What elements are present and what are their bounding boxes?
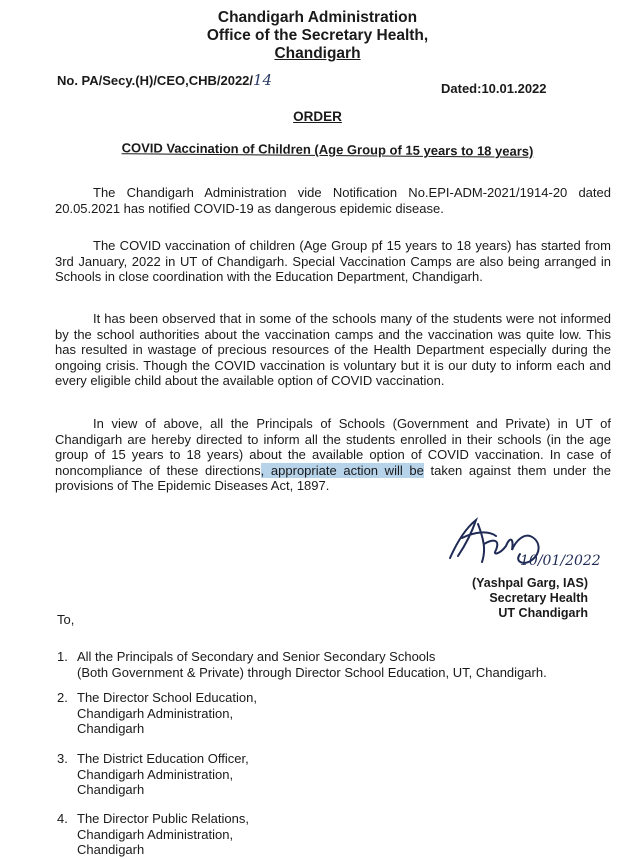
recipient-line: Chandigarh <box>77 721 145 736</box>
recipient-3 <box>57 751 249 798</box>
recipient-line: All the Principals of Secondary and Senior Secondary Schools <box>77 649 436 664</box>
handwritten-date: 10/01/2022 <box>520 553 601 569</box>
paragraph-1-text: The Chandigarh Administration vide Notification No.EPI-ADM-2021/1914-20 dated 20.05.2021 has notified COVID-19 as dangerous epidemic disease. <box>55 185 611 216</box>
reference-number <box>57 71 272 89</box>
paragraph-2 <box>55 238 611 285</box>
paragraph-4-text-b: taken against them under the provisions of The Epidemic Diseases Act, 1897. <box>55 462 612 493</box>
signatory-name: (Yashpal Garg, IAS) <box>471 576 588 590</box>
letterhead-line-3: Chandigarh <box>274 45 361 62</box>
handwritten-number: 14 <box>253 71 273 89</box>
subject-line: COVID Vaccination of Children (Age Group of 15 years to 18 years) <box>121 140 534 159</box>
recipient-1 <box>57 649 547 680</box>
paragraph-4-text-a: In view of above, all the Principals of Schools (Government and Private) in UT of Chandigarh are hereby directed to inform all the students enrolled in their schools (in the age group of 15 years to 18 years) about the available option of COVID vaccination. In case of noncompliance of these directions <box>55 416 611 478</box>
paragraph-4 <box>55 416 611 494</box>
order-title: ORDER <box>293 109 342 124</box>
letterhead-line-1: Chandigarh Administration <box>217 9 418 26</box>
paragraph-3-text: It has been observed that in some of the schools many of the students were not informed by the school authorities about the vaccination camps and the vaccination was quite low. This has resulted in wastage of precious resources of the Health Department especially during the ongoing crisis. Though the COVID vaccination is voluntary but it is our duty to inform each and every eligible child about the available option of COVID vaccination. <box>55 311 611 388</box>
recipient-number: 3. <box>57 751 68 766</box>
signatory-designation: Secretary Health <box>489 591 588 605</box>
recipient-line: Chandigarh Administration, <box>77 826 234 842</box>
paragraph-1 <box>55 185 611 216</box>
date-line: Dated:10.01.2022 <box>441 81 547 96</box>
recipient-number: 2. <box>57 690 68 705</box>
recipient-line: Chandigarh Administration, <box>77 705 234 721</box>
recipient-line: Chandigarh <box>77 842 145 857</box>
recipient-2 <box>57 690 257 737</box>
recipient-line: Chandigarh <box>77 782 145 797</box>
recipient-line: Chandigarh Administration, <box>77 766 234 782</box>
letterhead-line-2: Office of the Secretary Health, <box>206 27 429 44</box>
recipient-number: 1. <box>57 649 68 664</box>
recipient-number: 4. <box>57 811 68 826</box>
to-label: To, <box>57 612 75 627</box>
signatory-place: UT Chandigarh <box>498 606 588 620</box>
text-selection-highlight: , appropriate action will be <box>260 462 424 478</box>
paragraph-3 <box>55 311 611 389</box>
recipient-line: The Director Public Relations, <box>77 811 249 826</box>
reference-number-text: No. PA/Secy.(H)/CEO,CHB/2022/ <box>57 73 254 88</box>
signatory-block <box>472 576 588 621</box>
recipient-line: The District Education Officer, <box>77 751 249 766</box>
recipient-4 <box>57 811 249 858</box>
recipient-line: The Director School Education, <box>77 690 257 705</box>
paragraph-2-text: The COVID vaccination of children (Age Group pf 15 years to 18 years) has started from 3rd January, 2022 in UT of Chandigarh. Special Vaccination Camps are also being arranged in Schools in close coordination with the Education Department, Chandigarh. <box>55 238 611 284</box>
recipient-line: (Both Government & Private) through Director School Education, UT, Chandigarh. <box>77 664 547 680</box>
